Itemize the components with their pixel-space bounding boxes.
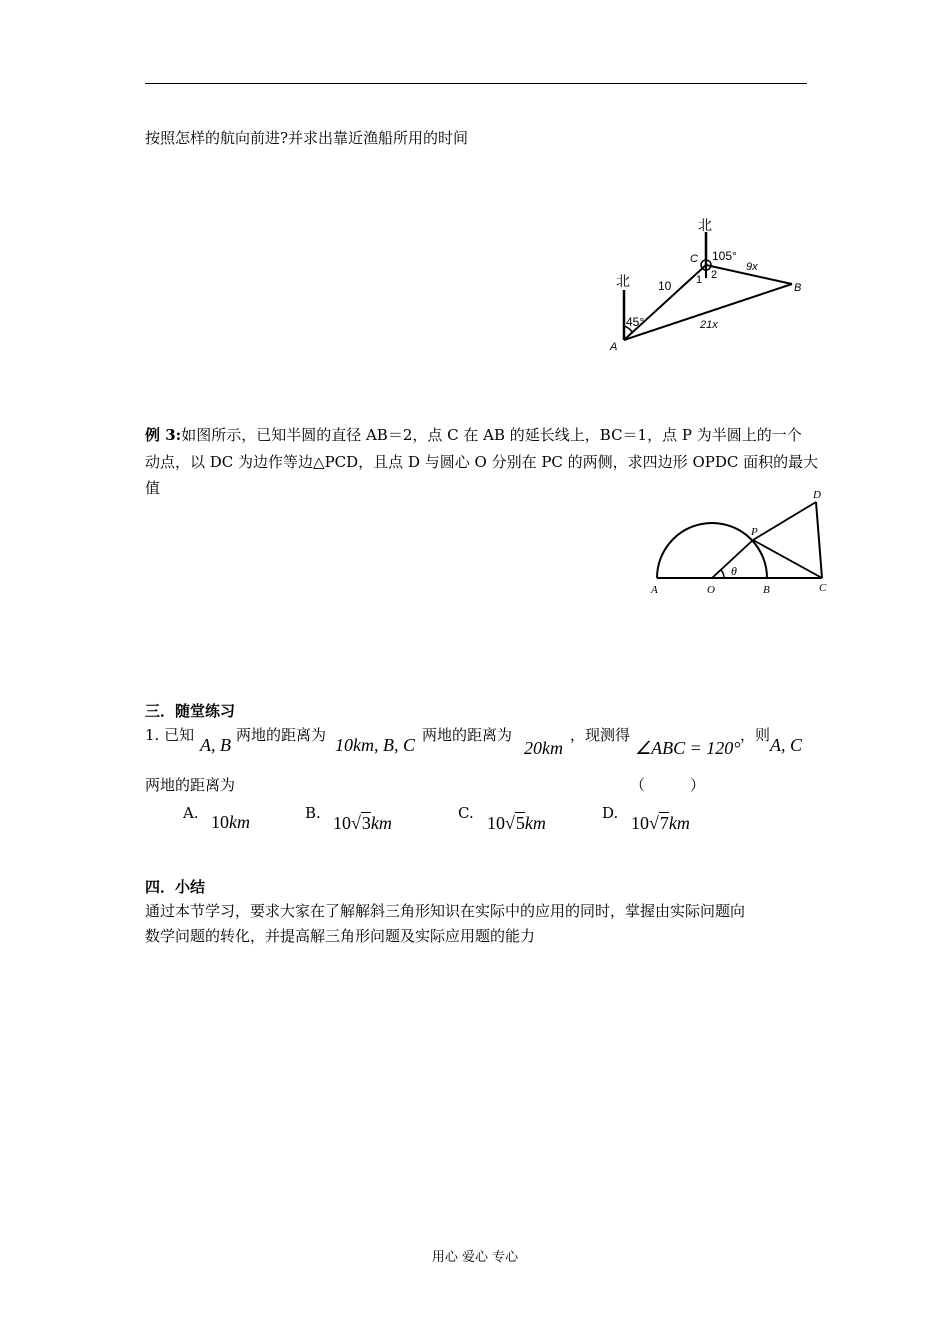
q1-text3: ，现测得 xyxy=(570,726,631,744)
option-a-letter: A. xyxy=(183,804,199,822)
option-b-radicand: 3 xyxy=(361,813,371,833)
angle-45-label: 45° xyxy=(626,315,645,329)
segment-dc xyxy=(816,502,822,578)
option-d-value xyxy=(631,812,690,834)
point-b-label: B xyxy=(763,584,770,596)
q1-math-ac: A, C xyxy=(770,735,803,755)
angle-2-label: 2 xyxy=(711,269,718,281)
option-d-radicand: 7 xyxy=(659,813,669,833)
problem-continuation-text: 按照怎样的航向前进?并求出靠近渔船所用的时间 xyxy=(145,129,469,147)
option-b-value xyxy=(333,812,392,834)
point-d-label: D xyxy=(813,489,821,501)
point-p-label: P xyxy=(751,526,758,538)
q1-text2: 两地的距离为 xyxy=(422,726,513,744)
side-ab xyxy=(624,284,792,340)
option-c-unit: km xyxy=(524,813,546,833)
side-ab-length: 21x xyxy=(700,319,718,331)
option-c-letter: C. xyxy=(458,804,474,822)
option-a-value xyxy=(211,812,250,833)
point-o-label: O xyxy=(707,584,715,596)
point-a-label: A xyxy=(651,584,658,596)
point-c-label: C xyxy=(690,253,698,265)
option-b-coef: 10 xyxy=(333,813,351,833)
point-c-label: C xyxy=(819,582,827,594)
example3-line2: 动点，以 DC 为边作等边△PCD，且点 D 与圆心 O 分别在 PC 的两侧，求四边形 OPDC 面积的最大 xyxy=(145,453,819,471)
angle-theta-mark xyxy=(721,570,724,578)
point-a-label: A xyxy=(610,341,618,353)
q1-prefix: 1. 已知 xyxy=(145,726,195,744)
q1-math-20km: 20km xyxy=(524,738,563,758)
answer-parentheses: （ ） xyxy=(630,776,706,794)
point-b-label: B xyxy=(794,282,802,294)
example3-line1 xyxy=(145,425,802,445)
example3-label: 例 3: xyxy=(145,426,182,444)
summary-line2: 数学问题的转化，并提高解三角形问题及实际应用题的能力 xyxy=(145,927,536,945)
summary-line1: 通过本节学习，要求大家在了解解斜三角形知识在实际中的应用的同时，掌握由实际问题向 xyxy=(145,902,746,920)
option-a-unit: km xyxy=(229,812,250,832)
q1-text1: 两地的距离为 xyxy=(236,726,327,744)
section4-heading: 四．小结 xyxy=(145,878,206,896)
theta-label: θ xyxy=(731,564,737,578)
option-c-coef: 10 xyxy=(487,813,505,833)
option-d-coef: 10 xyxy=(631,813,649,833)
radical-sign: √ xyxy=(351,813,361,833)
option-c-radicand: 5 xyxy=(515,813,525,833)
q1-math-angle: ∠ABC = 120° xyxy=(635,738,741,758)
option-d-letter: D. xyxy=(602,804,619,822)
radical-sign: √ xyxy=(505,813,515,833)
example3-line3: 值 xyxy=(145,479,161,497)
option-a-coef: 10 xyxy=(211,812,229,832)
segment-pd xyxy=(753,502,816,540)
north-label-left: 北 xyxy=(616,273,630,289)
option-c-value xyxy=(487,812,546,834)
q1-math-ab: A, B xyxy=(200,735,231,755)
option-d-unit: km xyxy=(668,813,690,833)
semicircle-figure xyxy=(645,485,840,600)
side-cb-length: 9x xyxy=(746,261,758,273)
option-b-unit: km xyxy=(370,813,392,833)
option-b-letter: B. xyxy=(305,804,321,822)
q1-line2: 两地的距离为 xyxy=(145,776,236,794)
page-footer: 用心 爱心 专心 xyxy=(431,1250,519,1265)
angle-1-label: 1 xyxy=(696,274,703,286)
section3-heading: 三．随堂练习 xyxy=(145,702,236,720)
angle-105-label: 105° xyxy=(712,249,737,263)
q1-text4: ，则 xyxy=(740,726,771,744)
q1-math-10km: 10km, B, C xyxy=(335,735,415,755)
radical-sign: √ xyxy=(649,813,659,833)
navigation-triangle-figure xyxy=(600,210,820,360)
side-ac-length: 10 xyxy=(658,279,672,293)
example3-line1-text: 如图所示，已知半圆的直径 AB＝2，点 C 在 AB 的延长线上，BC＝1，点 P 为半圆上的一个 xyxy=(181,426,802,444)
header-rule xyxy=(145,83,807,84)
north-label-top: 北 xyxy=(698,217,712,233)
